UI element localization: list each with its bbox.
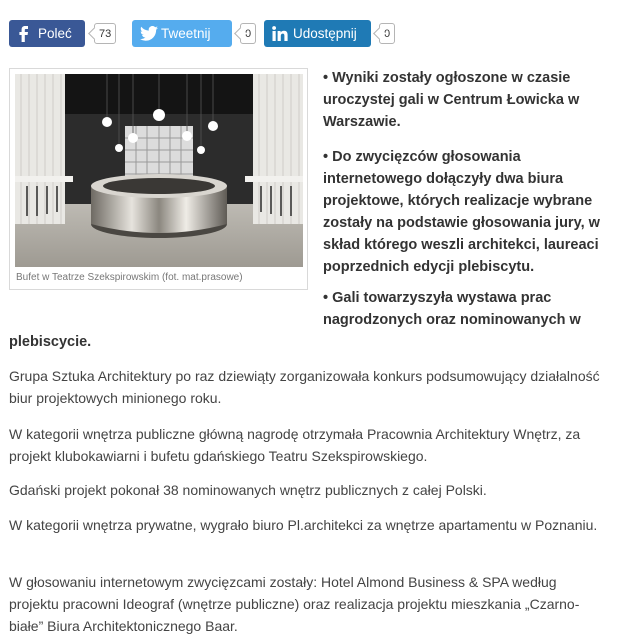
linkedin-share-label: Udostępnij <box>293 26 357 41</box>
twitter-bird-icon <box>140 20 158 47</box>
facebook-share-button[interactable] <box>9 20 85 47</box>
lead-bullet-2: • Do zwycięzców głosowania internetowego dołączyły dwa biura projektowe, których realizacje wybrane zostały na podstawie głosowania jury, w skład którego weszli architekci, laureaci poprzednich edycji plebiscytu. <box>323 149 600 275</box>
article-paragraph: Grupa Sztuka Architektury po raz dziewiąty zorganizowała konkurs podsumowujący działalność biur projektowych minionego roku. <box>9 368 600 406</box>
facebook-share-label: Poleć <box>38 26 72 41</box>
lead-bullet-3: • Gali towarzyszyła wystawa prac nagrodzonych oraz nominowanych w <box>323 290 581 328</box>
article-paragraph: W głosowaniu internetowym zwycięzcami zostały: Hotel Almond Business & SPA według projektu pracowni Ideograf (wnętrze publiczne) oraz realizacja projektu mieszkania „Czarno-białe” Biura Architektonicznego Baar. <box>9 574 580 634</box>
linkedin-share-count: 0 <box>379 23 395 44</box>
lead-bullet-3-continuation: plebiscycie. <box>9 334 92 350</box>
twitter-share-label: Tweetnij <box>161 26 211 41</box>
twitter-share-button[interactable] <box>132 20 232 47</box>
bar-interior-photo <box>15 74 303 267</box>
facebook-share-count: 73 <box>94 23 116 44</box>
photo-caption: Bufet w Teatrze Szekspirowskim (fot. mat.prasowe) <box>16 272 243 283</box>
article-figure <box>9 68 308 290</box>
facebook-icon <box>17 20 29 47</box>
article-paragraph: W kategorii wnętrza publiczne główną nagrodę otrzymała Pracownia Architektury Wnętrz, za projekt klubokawiarni i bufetu gdańskiego Teatru Szekspirowskiego. <box>9 426 581 464</box>
lead-bullet-1: • Wyniki zostały ogłoszone w czasie uroczystej gali w Centrum Łowicka w Warszawie. <box>323 70 580 130</box>
article-paragraph: Gdański projekt pokonał 38 nominowanych wnętrz publicznych z całej Polski. <box>9 482 487 498</box>
linkedin-share-button[interactable] <box>264 20 371 47</box>
article-paragraph: W kategorii wnętrza prywatne, wygrało biuro Pl.architekci za wnętrze apartamentu w Poznaniu. <box>9 517 598 533</box>
twitter-share-count: 0 <box>240 23 256 44</box>
linkedin-icon <box>272 20 288 47</box>
